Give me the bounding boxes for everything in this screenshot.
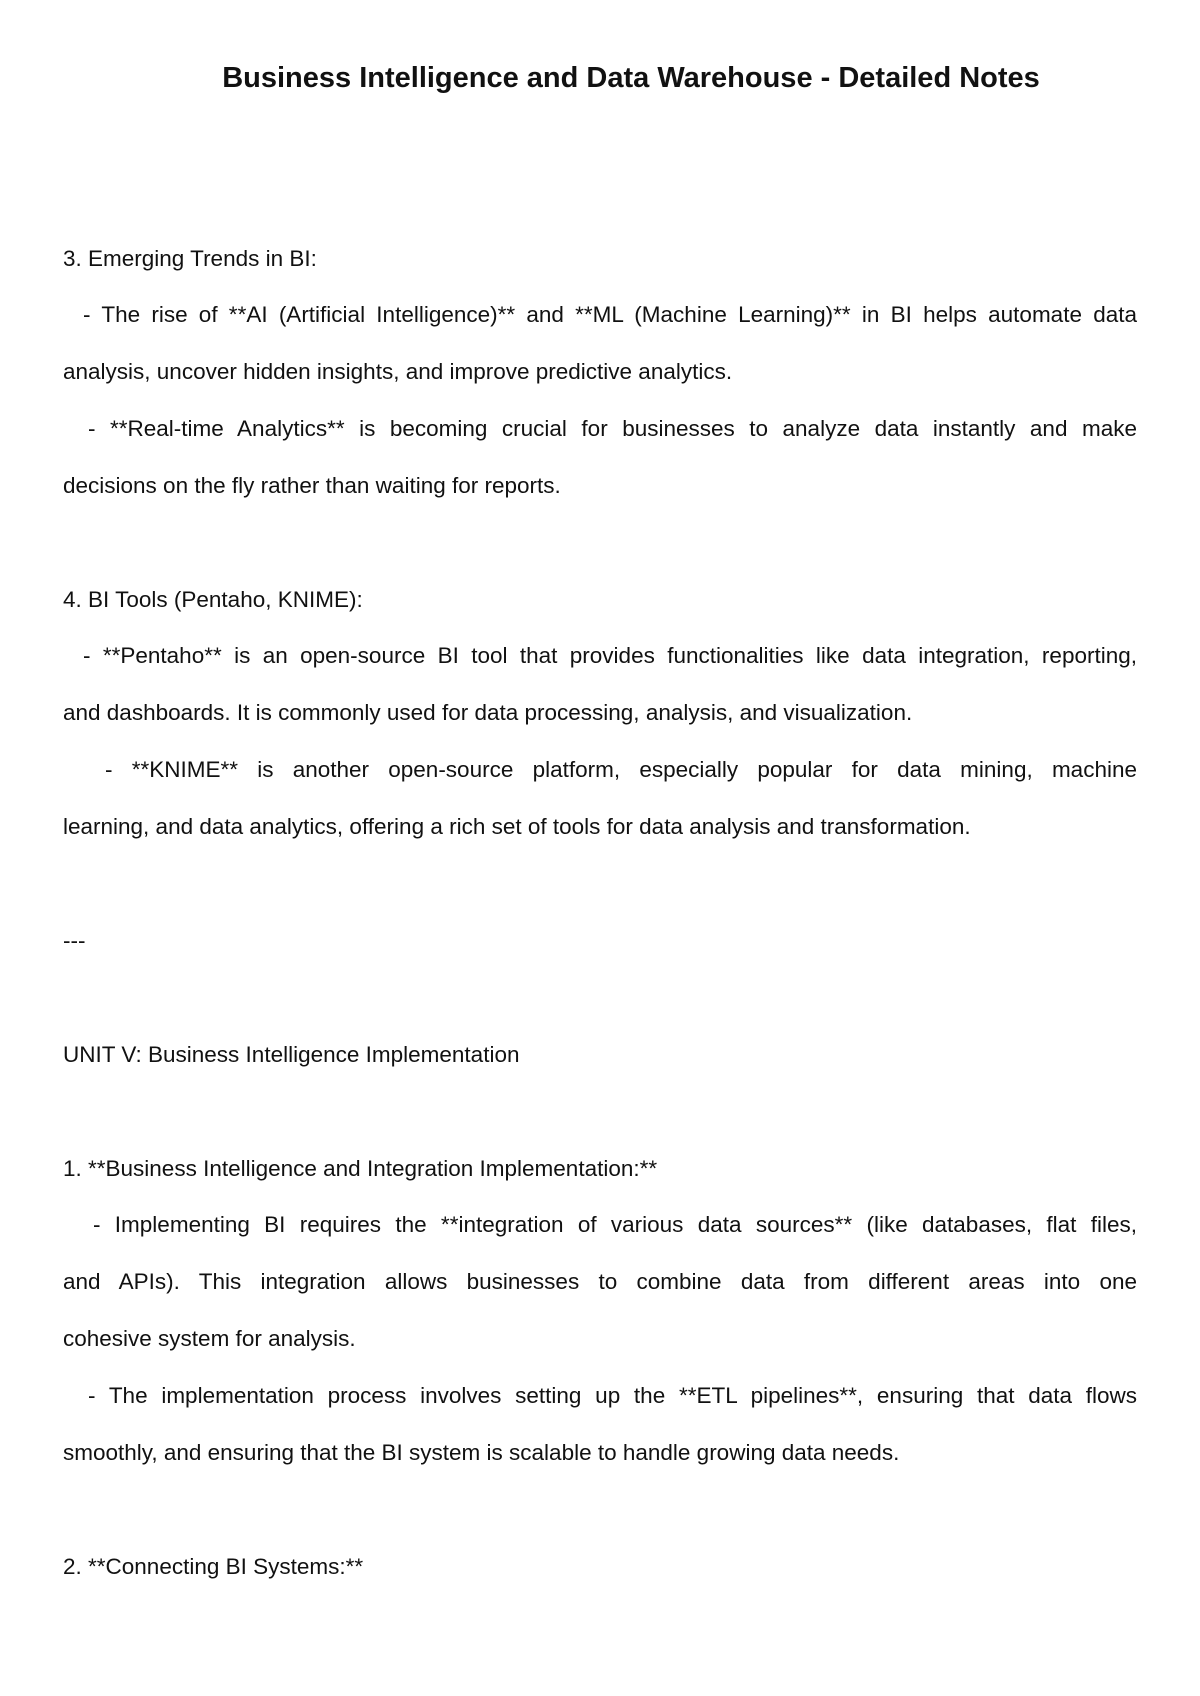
section-heading: 1. **Business Intelligence and Integration Implementation:** (63, 1156, 658, 1181)
paragraph-line: - **KNIME** is another open-source platform, especially popular for data mining, machine (105, 757, 1137, 782)
paragraph-line: analysis, uncover hidden insights, and improve predictive analytics. (63, 359, 733, 384)
paragraph-line: smoothly, and ensuring that the BI system is scalable to handle growing data needs. (63, 1440, 900, 1465)
paragraph-line: decisions on the fly rather than waiting for reports. (63, 473, 561, 498)
paragraph-line: - **Pentaho** is an open-source BI tool that provides functionalities like data integration, reporting, (83, 643, 1137, 668)
section-divider: --- (63, 928, 86, 953)
paragraph-line: - The rise of **AI (Artificial Intelligence)** and **ML (Machine Learning)** in BI helps automate data (83, 302, 1137, 327)
page-title: Business Intelligence and Data Warehouse - Detailed Notes (222, 62, 1040, 94)
section-heading: 3. Emerging Trends in BI: (63, 246, 317, 271)
paragraph-line: learning, and data analytics, offering a rich set of tools for data analysis and transformation. (63, 814, 971, 839)
paragraph-line: and dashboards. It is commonly used for data processing, analysis, and visualization. (63, 700, 913, 725)
paragraph-line: - Implementing BI requires the **integration of various data sources** (like databases, flat files, (93, 1212, 1137, 1237)
paragraph-line: and APIs). This integration allows businesses to combine data from different areas into one (63, 1269, 1137, 1294)
paragraph-line: - The implementation process involves setting up the **ETL pipelines**, ensuring that data flows (88, 1383, 1137, 1408)
paragraph-line: - **Real-time Analytics** is becoming crucial for businesses to analyze data instantly and make (88, 416, 1137, 441)
section-heading: 2. **Connecting BI Systems:** (63, 1554, 364, 1579)
section-heading: 4. BI Tools (Pentaho, KNIME): (63, 587, 363, 612)
unit-heading: UNIT V: Business Intelligence Implementation (63, 1042, 520, 1067)
paragraph-line: cohesive system for analysis. (63, 1326, 356, 1351)
